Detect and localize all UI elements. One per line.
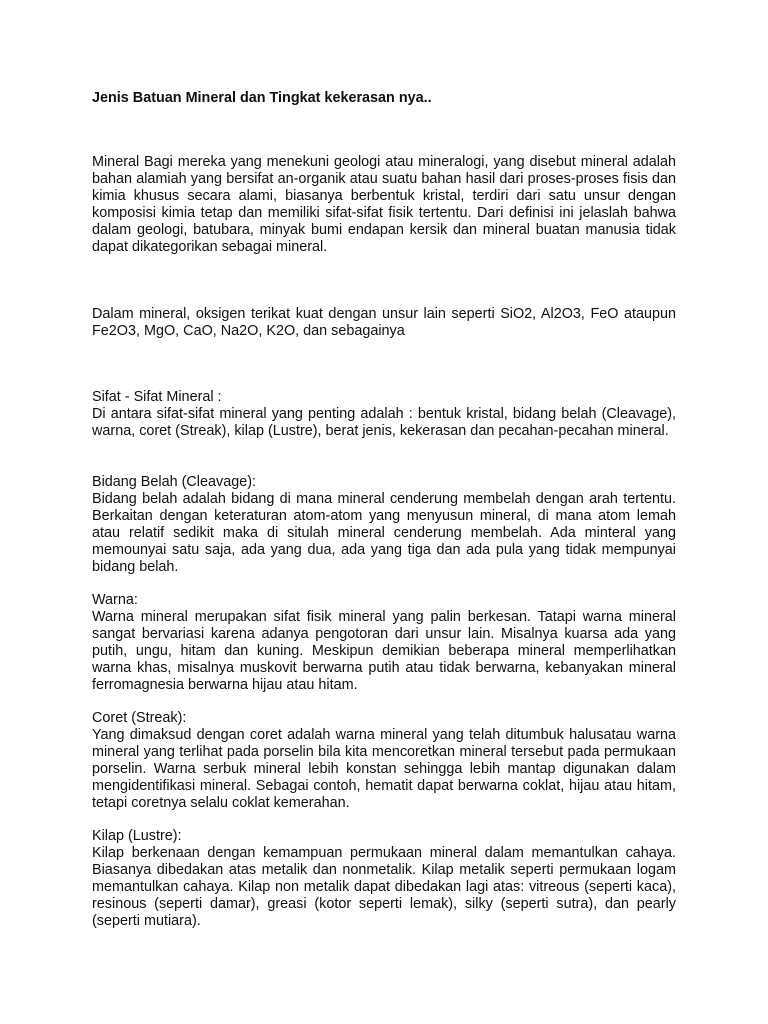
section-heading-warna: Warna: xyxy=(92,592,138,608)
section-body-bidang-belah: Bidang belah adalah bidang di mana mineral cenderung membelah dengan arah tertentu. Berkaitan dengan keteraturan atom-atom yang menyusun mineral, di mana atom lemah atau relatif sedikit maka di situlah mineral cenderung membelah. Ada minteral yang memounyai satu saja, ada yang dua, ada yang tiga dan ada pula yang tidak mempunyai bidang belah. xyxy=(92,491,676,575)
document-title: Jenis Batuan Mineral dan Tingkat kekerasan nya.. xyxy=(92,90,432,106)
section-body-coret: Yang dimaksud dengan coret adalah warna mineral yang telah ditumbuk halusatau warna mineral yang terlihat pada porselin bila kita mencoretkan mineral tersebut pada permukaan porselin. Warna serbuk mineral lebih konstan sehingga lebih mantap digunakan dalam mengidentifikasi mineral. Sebagai contoh, hematit dapat berwarna coklat, hijau atau hitam, tetapi coretnya selalu coklat kemerahan. xyxy=(92,727,676,811)
section-body-sifat-mineral: Di antara sifat-sifat mineral yang penting adalah : bentuk kristal, bidang belah (Cleavage), warna, coret (Streak), kilap (Lustre), berat jenis, kekerasan dan pecahan-pecahan mineral. xyxy=(92,406,676,439)
section-heading-bidang-belah: Bidang Belah (Cleavage): xyxy=(92,474,256,490)
section-heading-coret: Coret (Streak): xyxy=(92,710,187,726)
section-heading-sifat-mineral: Sifat - Sifat Mineral : xyxy=(92,389,222,405)
section-body-warna: Warna mineral merupakan sifat fisik mineral yang palin berkesan. Tatapi warna mineral sangat bervariasi karena adanya pengotoran dari unsur lain. Misalnya kuarsa ada yang putih, ungu, hitam dan kuning. Meskipun demikian beberapa mineral memperlihatkan warna khas, misalnya muskovit berwarna putih atau tidak berwarna, kebanyakan mineral ferromagnesia berwarna hijau atau hitam. xyxy=(92,609,676,693)
oxygen-paragraph: Dalam mineral, oksigen terikat kuat dengan unsur lain seperti SiO2, Al2O3, FeO ataupun Fe2O3, MgO, CaO, Na2O, K2O, dan sebagainya xyxy=(92,306,676,339)
intro-paragraph: Mineral Bagi mereka yang menekuni geologi atau mineralogi, yang disebut mineral adalah bahan alamiah yang bersifat an-organik atau suatu bahan hasil dari proses-proses fisis dan kimia khusus secara alami, biasanya berbentuk kristal, terdiri dari satu unsur dengan komposisi kimia tetap dan memiliki sifat-sifat fisik tertentu. Dari definisi ini jelaslah bahwa dalam geologi, batubara, minyak bumi endapan kersik dan mineral buatan manusia tidak dapat dikategorikan sebagai mineral. xyxy=(92,154,676,255)
section-body-kilap: Kilap berkenaan dengan kemampuan permukaan mineral dalam memantulkan cahaya. Biasanya dibedakan atas metalik dan nonmetalik. Kilap metalik seperti permukaan logam memantulkan cahaya. Kilap non metalik dapat dibedakan lagi atas: vitreous (seperti kaca), resinous (seperti damar), greasi (kotor seperti lemak), silky (seperti sutra), dan pearly (seperti mutiara). xyxy=(92,845,676,929)
section-heading-kilap: Kilap (Lustre): xyxy=(92,828,182,844)
